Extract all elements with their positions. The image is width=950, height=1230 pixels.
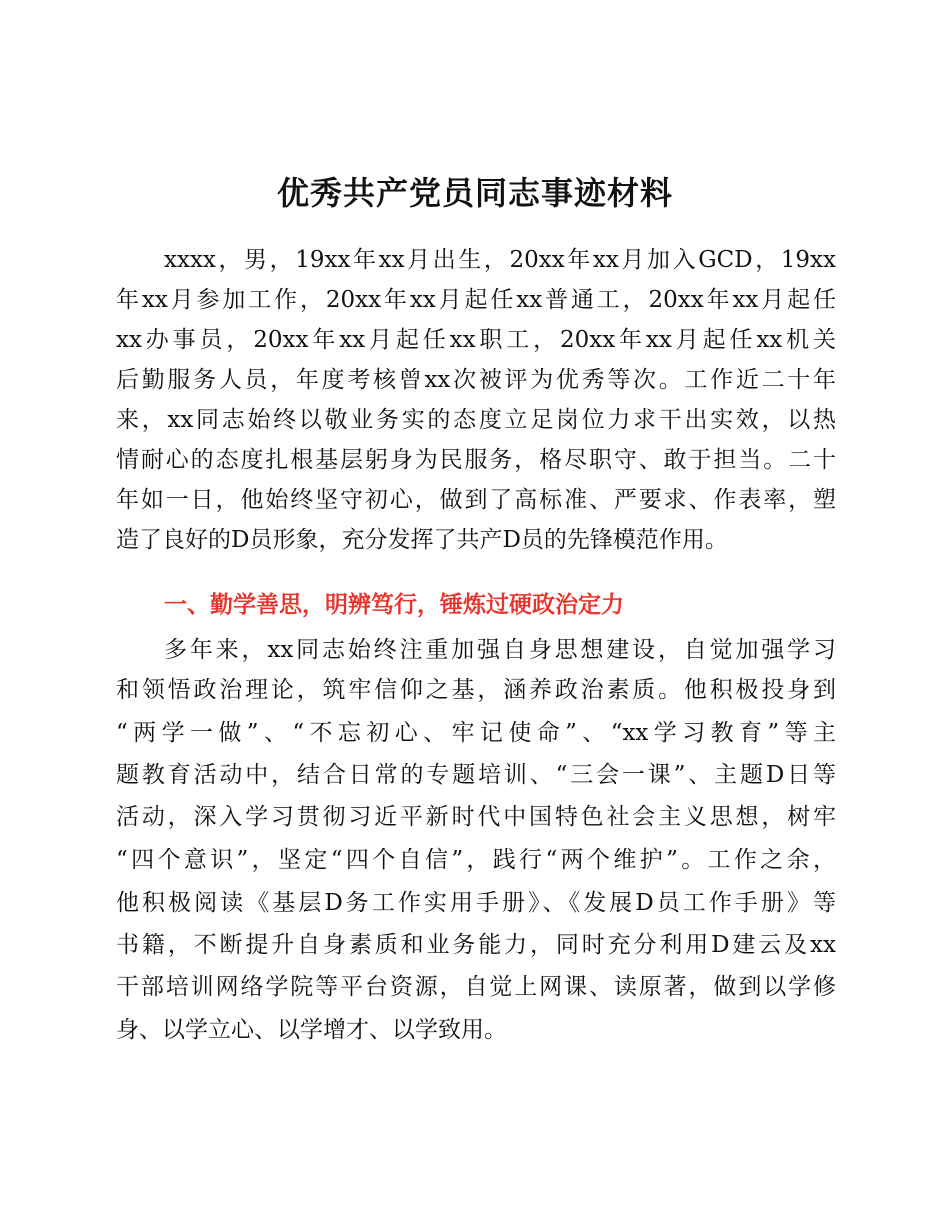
intro-line-5: 来，xx同志始终以敬业务实的态度立足岗位力求干出实效，以热 bbox=[116, 407, 836, 433]
section1-line-5: 活动，深入学习贯彻习近平新时代中国特色社会主义思想，树牢 bbox=[116, 804, 836, 830]
section1-line-2: 和领悟政治理论，筑牢信仰之基，涵养政治素质。他积极投身到 bbox=[116, 677, 836, 703]
section1-line-1: 多年来，xx同志始终注重加强自身思想建设，自觉加强学习 bbox=[164, 637, 836, 663]
section1-line-9: 干部培训网络学院等平台资源，自觉上网课、读原著，做到以学修 bbox=[116, 974, 836, 1000]
section1-line-3: “两学一做”、“不忘初心、牢记使命”、“xx学习教育”等主 bbox=[116, 720, 836, 746]
intro-line-7: 年如一日，他始终坚守初心，做到了高标准、严要求、作表率，塑 bbox=[116, 487, 836, 513]
section1-line-7: 他积极阅读《基层D务工作实用手册》、《发展D员工作手册》等 bbox=[116, 890, 836, 916]
section1-line-10: 身、以学立心、以学增才、以学致用。 bbox=[116, 1017, 507, 1043]
intro-line-4: 后勤服务人员，年度考核曾xx次被评为优秀等次。工作近二十年 bbox=[116, 367, 836, 393]
intro-line-8: 造了良好的D员形象，充分发挥了共产D员的先锋模范作用。 bbox=[116, 527, 728, 553]
intro-line-6: 情耐心的态度扎根基层躬身为民服务，格尽职守、敢于担当。二十 bbox=[116, 447, 836, 473]
section-heading-1: 一、勤学善思，明辨笃行，锤炼过硬政治定力 bbox=[164, 592, 624, 618]
document-title: 优秀共产党员同志事迹材料 bbox=[276, 174, 673, 212]
section1-line-8: 书籍，不断提升自身素质和业务能力，同时充分利用D建云及xx bbox=[116, 932, 836, 958]
section1-line-6: “四个意识”，坚定“四个自信”，践行“两个维护”。工作之余， bbox=[116, 847, 836, 873]
section1-line-4: 题教育活动中，结合日常的专题培训、“三会一课”、主题D日等 bbox=[116, 762, 836, 788]
intro-line-2: 年xx月参加工作，20xx年xx月起任xx普通工，20xx年xx月起任 bbox=[116, 287, 836, 313]
intro-line-1: xxxx，男，19xx年xx月出生，20xx年xx月加入GCD，19xx bbox=[164, 247, 836, 273]
intro-line-3: xx办事员，20xx年xx月起任xx职工，20xx年xx月起任xx机关 bbox=[116, 327, 836, 353]
